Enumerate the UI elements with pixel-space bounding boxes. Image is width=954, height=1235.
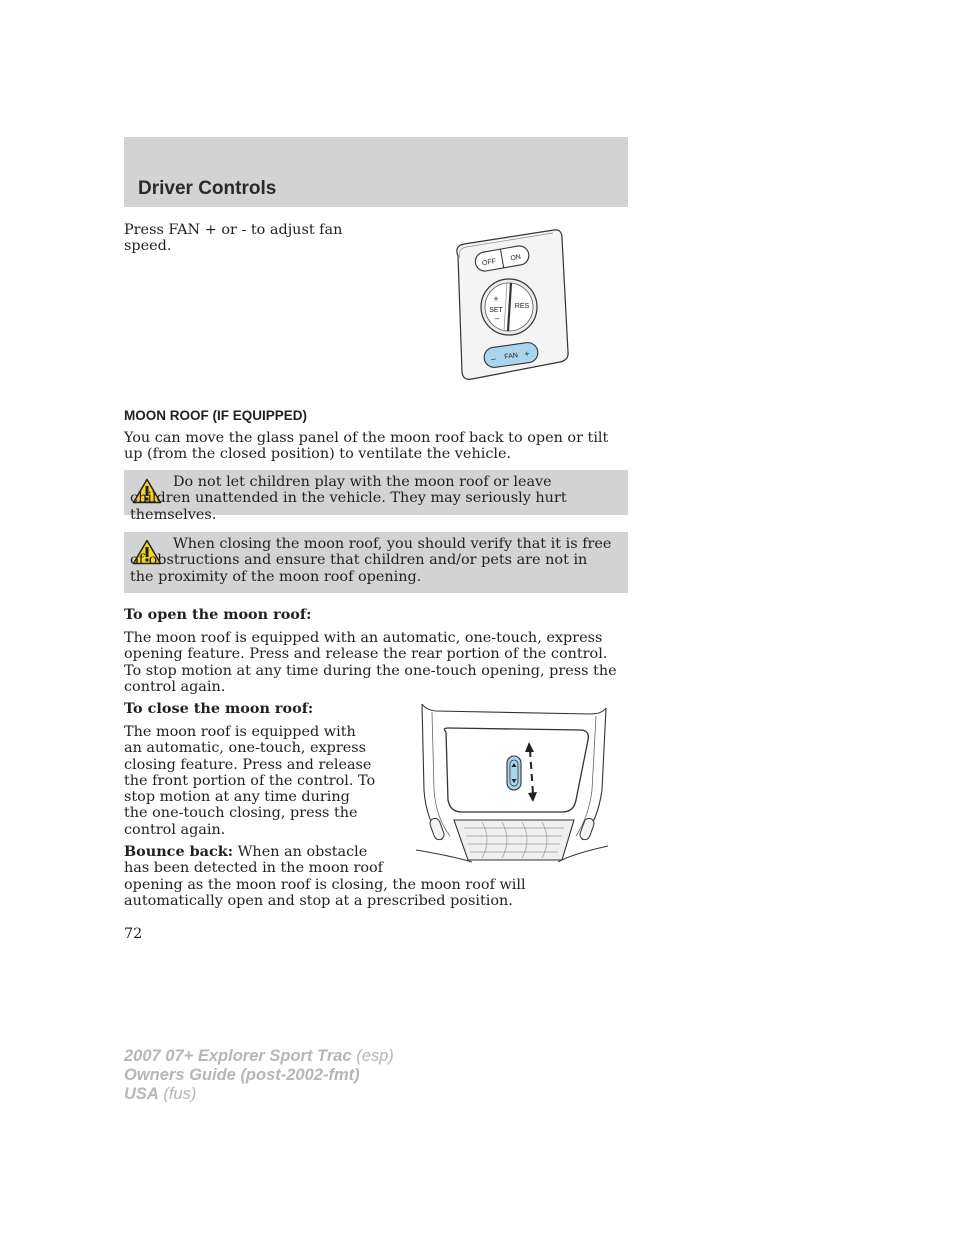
moon-roof-heading: MOON ROOF (IF EQUIPPED) (124, 408, 308, 423)
set-label: SET (489, 307, 503, 314)
header-band (124, 137, 628, 207)
warning-text: When closing the moon roof, you should verify that it is free of obstructions and ensure that children and/or pets are not in the proximity of the moon roof opening. (130, 536, 612, 585)
climate-control-figure (450, 228, 572, 384)
document-footer (124, 1047, 394, 1104)
close-heading: To close the moon roof: (124, 700, 314, 717)
fan-minus-label: – (490, 353, 497, 364)
fan-label: FAN (503, 352, 519, 361)
moon-roof-intro: You can move the glass panel of the moon roof back to open or tilt up (from the closed position) to ventilate the vehicle. (124, 430, 609, 463)
open-text: The moon roof is equipped with an automatic, one-touch, express opening feature. Press and release the rear portion of the control. To stop motion at any time during the one-touch opening, press the control again. (124, 630, 617, 695)
footer-model-code: (esp) (351, 1047, 394, 1065)
bounce-back-text (124, 844, 386, 877)
footer-guide: Owners Guide (post-2002-fmt) (124, 1066, 360, 1084)
res-label: RES (514, 303, 530, 310)
bounce-back-label: Bounce back: (124, 843, 234, 860)
close-text: The moon roof is equipped with an automatic, one-touch, express closing feature. Press and release the front portion of the control. To stop motion at any time during the one-touch closing, press the control again. (124, 724, 376, 838)
warning-box (124, 470, 628, 523)
footer-market-code: (fus) (158, 1085, 197, 1103)
bounce-back-text-2: opening as the moon roof is closing, the moon roof will automatically open and stop at a prescribed position. (124, 877, 526, 910)
section-title: Driver Controls (138, 178, 277, 199)
off-label: OFF (481, 258, 497, 268)
moon-roof-console-figure (412, 700, 612, 866)
footer-market: USA (124, 1085, 159, 1103)
warning-box (124, 532, 628, 593)
footer-model: 2007 07+ Explorer Sport Trac (124, 1047, 352, 1065)
on-label: ON (509, 253, 522, 263)
fan-plus-label: + (523, 348, 531, 360)
open-heading: To open the moon roof: (124, 606, 312, 623)
plus-label: + (493, 294, 499, 304)
warning-text: Do not let children play with the moon roof or leave children unattended in the vehicle. They may seriously hurt themselves. (130, 474, 567, 523)
bounce-back-text-1: When an obstacle has been detected in the moon roof (124, 844, 384, 877)
minus-label: – (494, 314, 500, 323)
fan-instruction: Press FAN + or - to adjust fan speed. (124, 222, 343, 255)
page-number: 72 (124, 926, 143, 942)
